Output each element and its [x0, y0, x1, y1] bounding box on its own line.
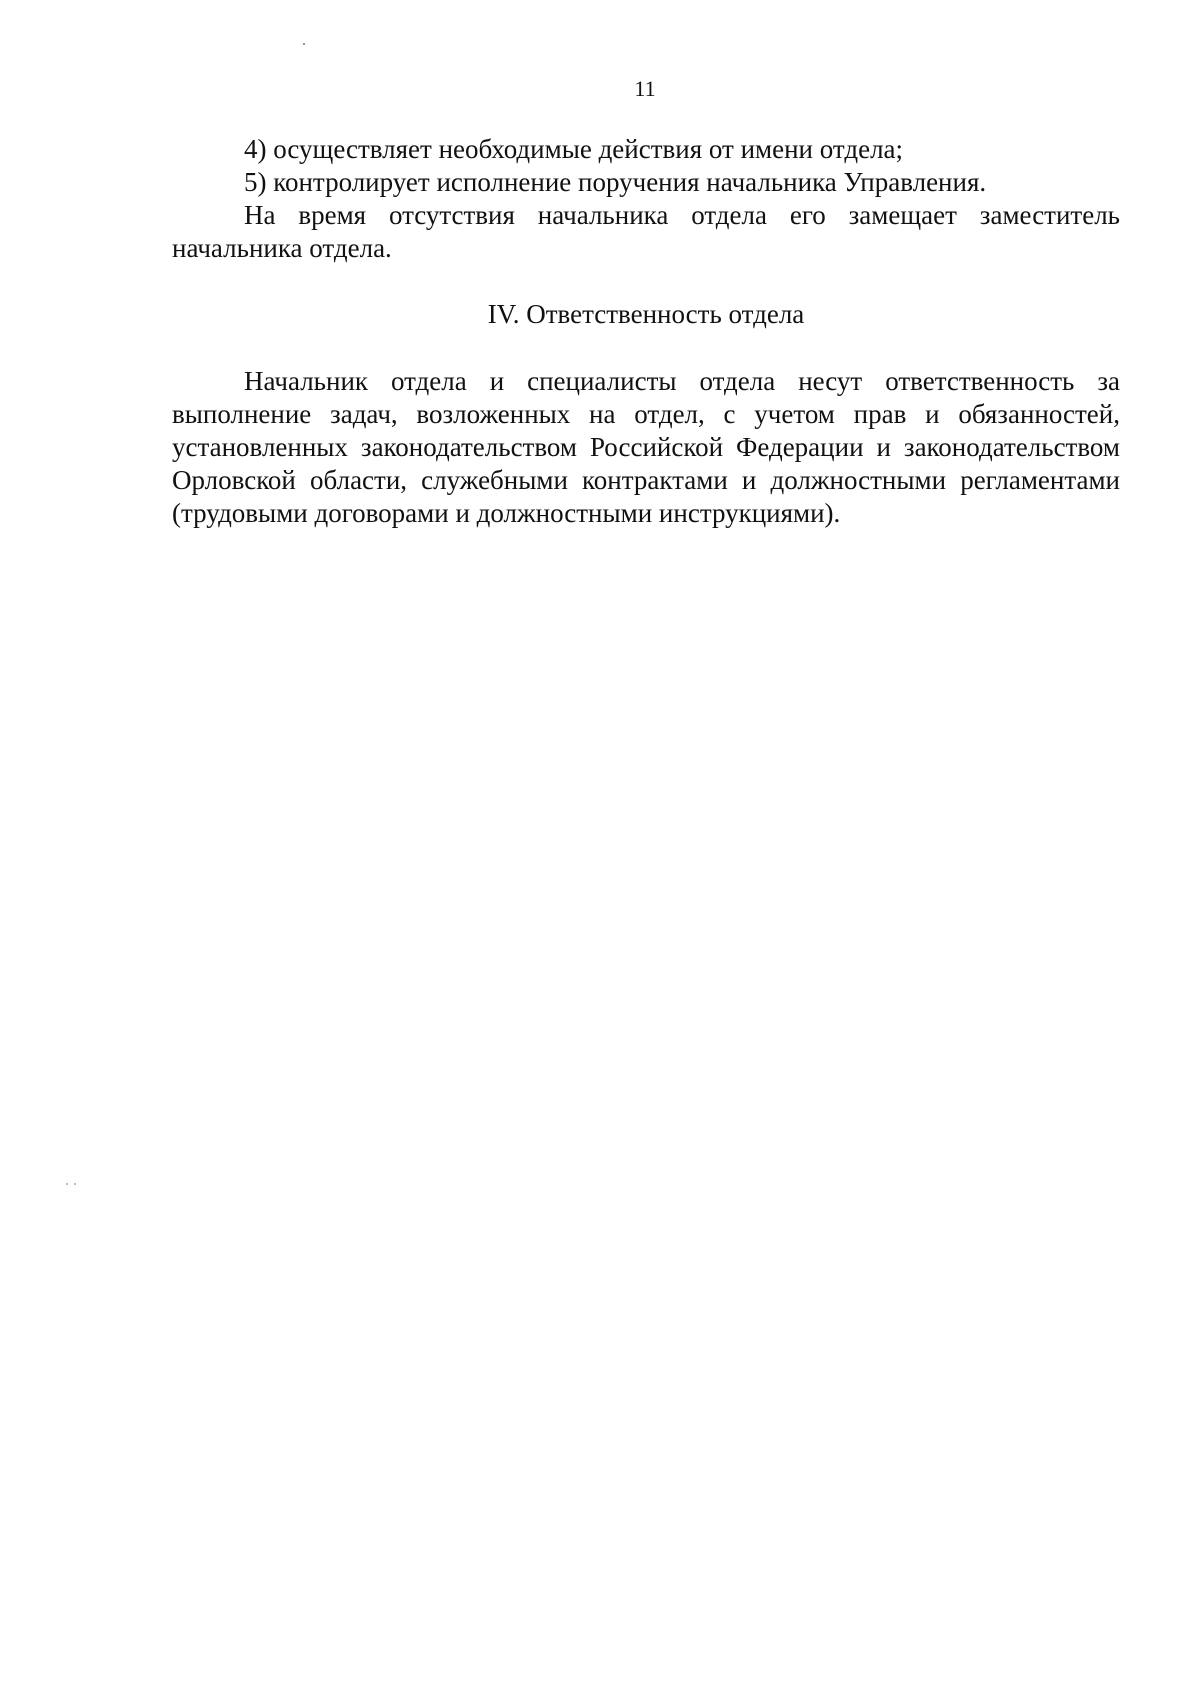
scan-speck: [303, 43, 305, 45]
bottom-text-block: [172, 365, 1120, 530]
scan-speck: [74, 1183, 76, 1185]
page-number: 11: [634, 76, 656, 101]
scan-speck: [66, 1183, 68, 1185]
paragraph-deputy: На время отсутствия начальника отдела его замещает заместитель начальника отдела.: [172, 200, 1120, 263]
paragraph-responsibility: Начальник отдела и специалисты отдела несут ответственность за выполнение задач, возложенных на отдел, с учетом прав и обязанностей, установленных законодательством Российской Федерации и законодательством Орловской области, служебными контрактами и должностными регламентами (трудовыми договорами и должностными инструкциями).: [172, 366, 1120, 528]
top-text-block: [172, 133, 1120, 265]
section-heading: IV. Ответственность отдела: [487, 299, 805, 329]
paragraph-item-4: 4) осуществляет необходимые действия от имени отдела;: [244, 134, 904, 164]
paragraph-item-5: 5) контролирует исполнение поручения начальника Управления.: [244, 167, 987, 197]
